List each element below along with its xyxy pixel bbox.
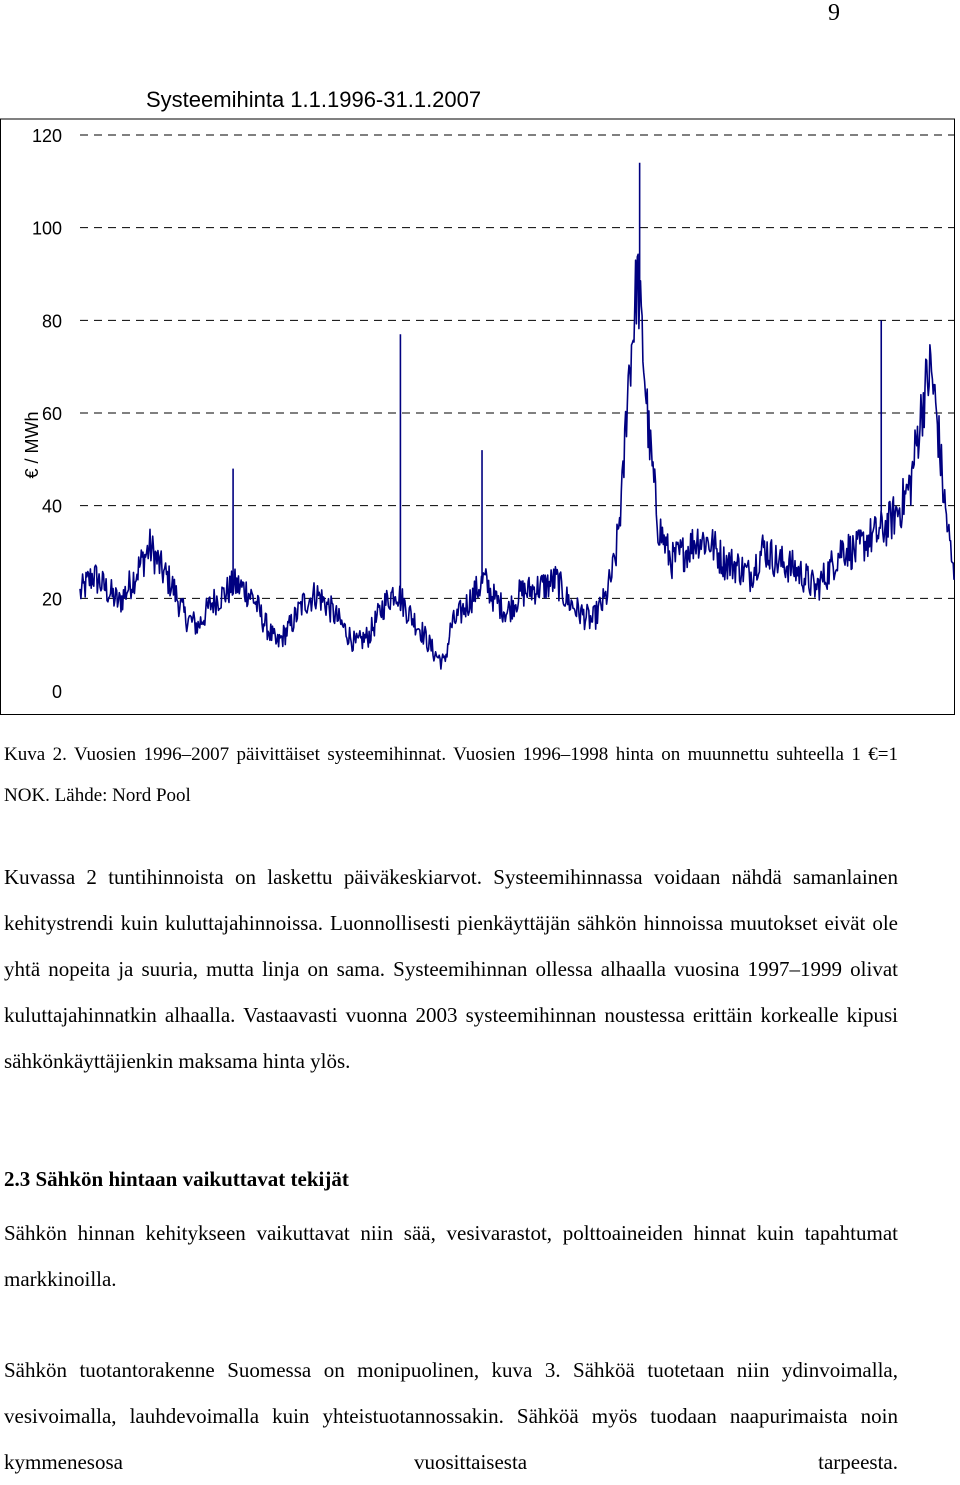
paragraph-system-price: Kuvassa 2 tuntihinnoista on laskettu päiväkeskiarvot. Systeemihinnassa voidaan nähdä samanlainen kehitystrendi kuin kuluttajahinnoissa. Luonnollisesti pienkäyttäjän sähkön hinnoissa muutokset eivät ole yhtä nopeita ja suuria, mutta linja on sama. Systeemihinnan ollessa alhaalla vuosina 1997–1999 olivat kuluttajahinnatkin alhaalla. Vastaavasti vuonna 2003 systeemihinnan noustessa erittäin korkealle kipusi sähkönkäyttäjienkin maksama hinta ylös. xyxy=(4,865,898,1073)
y-tick-label: 0 xyxy=(51,682,62,702)
y-axis-label: € / MWh xyxy=(22,411,42,479)
figure-caption: Kuva 2. Vuosien 1996–2007 päivittäiset systeemihinnat. Vuosien 1996–1998 hinta on muunnettu suhteella 1 €=1 NOK. Lähde: Nord Pool xyxy=(4,744,898,806)
chart-title: Systeemihinta 1.1.1996-31.1.2007 xyxy=(146,87,482,112)
price-chart xyxy=(0,55,956,715)
paragraph-price-factors: Sähkön hinnan kehitykseen vaikuttavat niin sää, vesivarastot, polttoaineiden hinnat kuin tapahtumat markkinoilla. xyxy=(4,1221,898,1291)
paragraph-production-structure: Sähkön tuotantorakenne Suomessa on monipuolinen, kuva 3. Sähköä tuotetaan niin ydinvoimalla, vesivoimalla, lauhdevoimalla kuin yhteistuotannossakin. Sähköä myös tuodaan naapurimaista noin kymmenesosa vuosittaisesta tarpeesta. xyxy=(4,1358,898,1474)
plot-frame xyxy=(1,119,955,715)
section-heading: 2.3 Sähkön hintaan vaikuttavat tekijät xyxy=(4,1167,349,1191)
page-number: 9 xyxy=(828,0,840,26)
chart-canvas xyxy=(0,55,956,715)
y-tick-label: 120 xyxy=(31,126,62,146)
y-tick-label: 60 xyxy=(41,404,62,424)
series-layer xyxy=(80,163,954,669)
y-tick-label: 20 xyxy=(41,589,62,610)
y-tick-label: 80 xyxy=(41,311,62,332)
gridlines xyxy=(80,135,954,598)
y-tick-label: 40 xyxy=(41,496,62,517)
price-series-line xyxy=(80,254,954,669)
y-tick-label: 100 xyxy=(31,218,62,239)
